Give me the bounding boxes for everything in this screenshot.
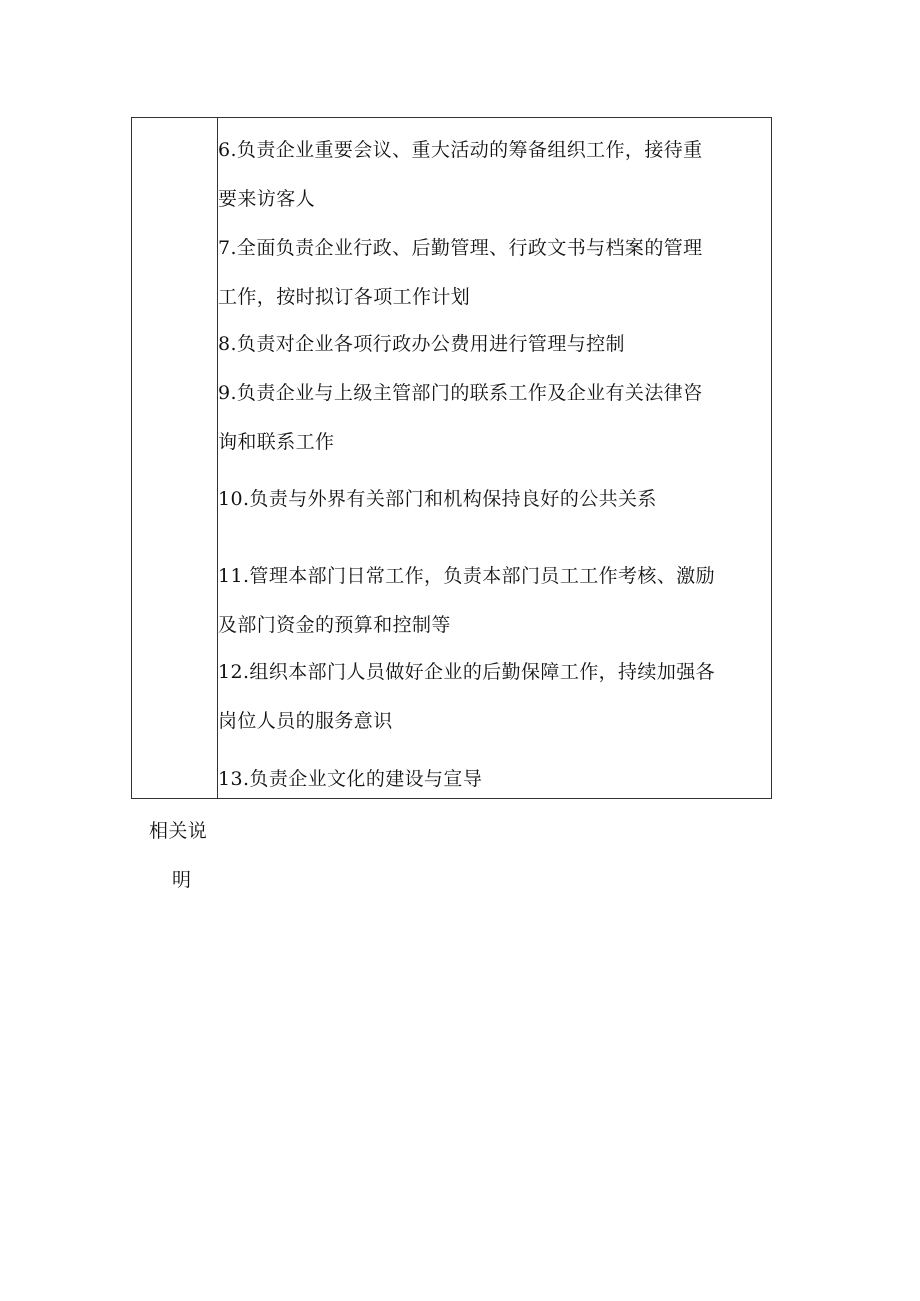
duty-item-12 (218, 648, 770, 746)
duty-item-9-line-2: 询和联系工作 (218, 431, 335, 453)
duty-item-10 (218, 475, 770, 524)
duty-item-6 (218, 126, 770, 224)
duty-item-13 (218, 755, 770, 804)
duty-item-6-line-2: 要来访客人 (218, 188, 316, 210)
duty-item-9-line-1: 9.负责企业与上级主管部门的联系工作及企业有关法律咨 (218, 382, 703, 404)
duty-item-10-line-1: 10.负责与外界有关部门和机构保持良好的公共关系 (218, 488, 657, 510)
duty-item-12-line-2: 岗位人员的服务意识 (218, 710, 393, 732)
duty-item-7 (218, 224, 770, 322)
duty-item-11-line-2: 及部门资金的预算和控制等 (218, 614, 451, 636)
duty-item-11-line-1: 11.管理本部门日常工作，负责本部门员工工作考核、激励 (218, 565, 716, 587)
duty-item-7-line-2: 工作，按时拟订各项工作计划 (218, 286, 471, 308)
duty-item-13-line-1: 13.负责企业文化的建设与宣导 (218, 768, 483, 790)
duty-item-8 (218, 320, 770, 369)
related-notes-label-line-1: 相关说 (149, 820, 208, 842)
duty-item-6-line-1: 6.负责企业重要会议、重大活动的筹备组织工作，接待重 (218, 139, 703, 161)
duty-item-11 (218, 552, 770, 650)
duty-item-7-line-1: 7.全面负责企业行政、后勤管理、行政文书与档案的管理 (218, 237, 703, 259)
duty-item-8-line-1: 8.负责对企业各项行政办公费用进行管理与控制 (218, 333, 625, 355)
related-notes-label-line-2: 明 (172, 869, 192, 891)
duty-item-9 (218, 369, 770, 467)
duty-item-12-line-1: 12.组织本部门人员做好企业的后勤保障工作，持续加强各 (218, 661, 716, 683)
